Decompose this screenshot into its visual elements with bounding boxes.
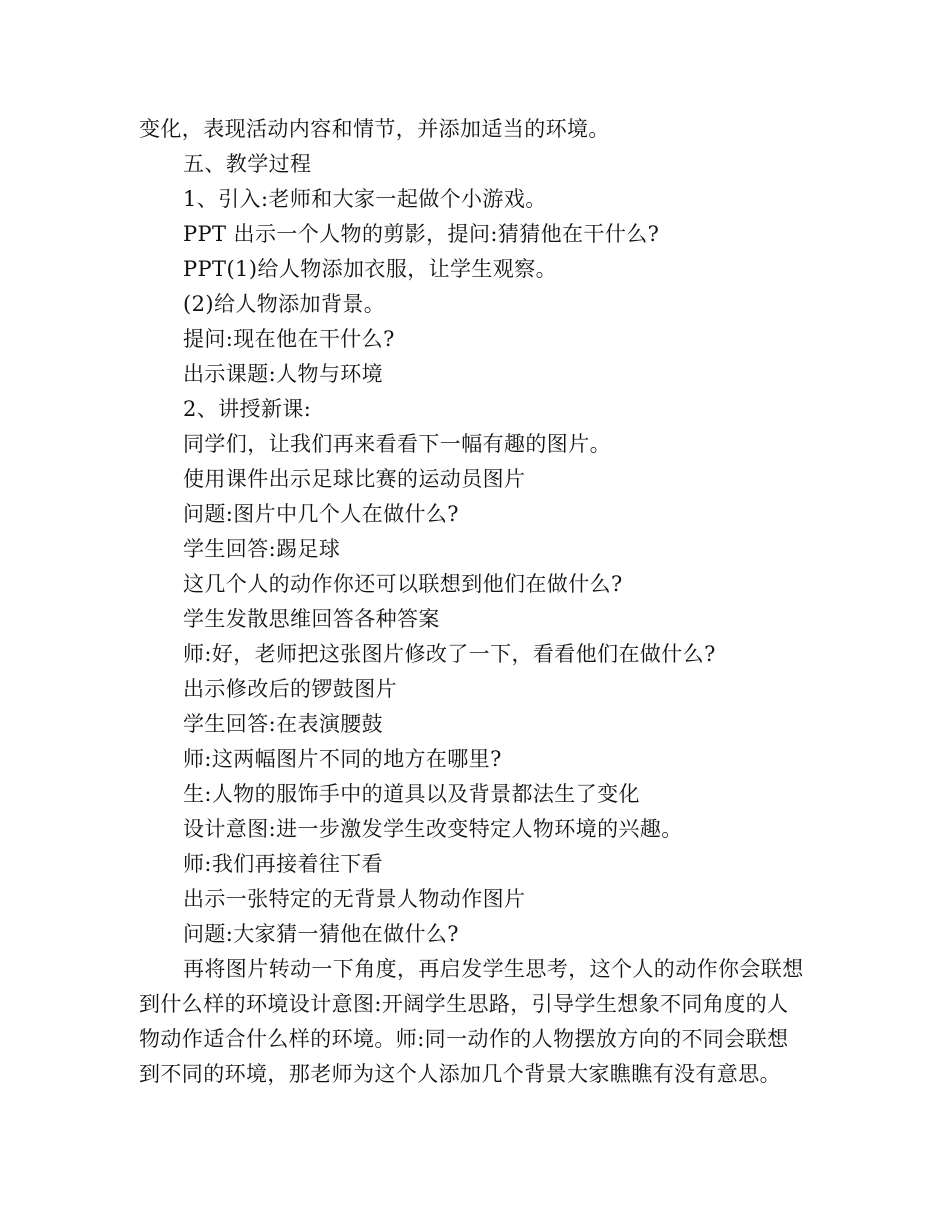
text-line: 问题:图片中几个人在做什么? xyxy=(183,502,459,526)
paragraph-line: 物动作适合什么样的环境。师:同一动作的人物摆放方向的不同会联想 xyxy=(139,1027,789,1051)
text-line: 学生发散思维回答各种答案 xyxy=(183,607,440,631)
text-line: 出示课题:人物与环境 xyxy=(183,362,384,386)
text-line: 这几个人的动作你还可以联想到他们在做什么? xyxy=(183,572,623,596)
text-line: (2)给人物添加背景。 xyxy=(183,292,386,316)
paragraph-line: 到不同的环境，那老师为这个人添加几个背景大家瞧瞧有没有意思。 xyxy=(139,1062,781,1086)
text-line: 1、引入:老师和大家一起做个小游戏。 xyxy=(183,187,547,211)
text-line: 生:人物的服饰手中的道具以及背景都法生了变化 xyxy=(183,782,640,806)
text-line: 师:我们再接着往下看 xyxy=(183,852,384,876)
text-line: 学生回答:在表演腰鼓 xyxy=(183,712,384,736)
text-line: 问题:大家猜一猜他在做什么? xyxy=(183,922,459,946)
text-line: 师:好，老师把这张图片修改了一下，看看他们在做什么? xyxy=(183,642,716,666)
paragraph-line: 再将图片转动一下角度，再启发学生思考，这个人的动作你会联想 xyxy=(183,957,804,981)
text-line: 提问:现在他在干什么? xyxy=(183,327,395,351)
text-line: PPT 出示一个人物的剪影，提问:猜猜他在干什么? xyxy=(183,222,660,246)
text-line: 同学们，让我们再来看看下一幅有趣的图片。 xyxy=(183,432,611,456)
text-line: 出示修改后的锣鼓图片 xyxy=(183,677,397,701)
section-heading: 五、教学过程 xyxy=(183,152,312,176)
text-line: 使用课件出示足球比赛的运动员图片 xyxy=(183,467,526,491)
text-line: 出示一张特定的无背景人物动作图片 xyxy=(183,887,526,911)
text-line: 2、讲授新课: xyxy=(183,397,312,421)
text-line: 设计意图:进一步激发学生改变特定人物环境的兴趣。 xyxy=(183,817,683,841)
text-line: 变化，表现活动内容和情节，并添加适当的环境。 xyxy=(139,117,610,141)
paragraph-line: 到什么样的环境设计意图:开阔学生思路，引导学生想象不同角度的人 xyxy=(139,992,789,1016)
text-line: 师:这两幅图片不同的地方在哪里? xyxy=(183,747,502,771)
text-line: PPT(1)给人物添加衣服，让学生观察。 xyxy=(183,257,558,281)
text-line: 学生回答:踢足球 xyxy=(183,537,341,561)
